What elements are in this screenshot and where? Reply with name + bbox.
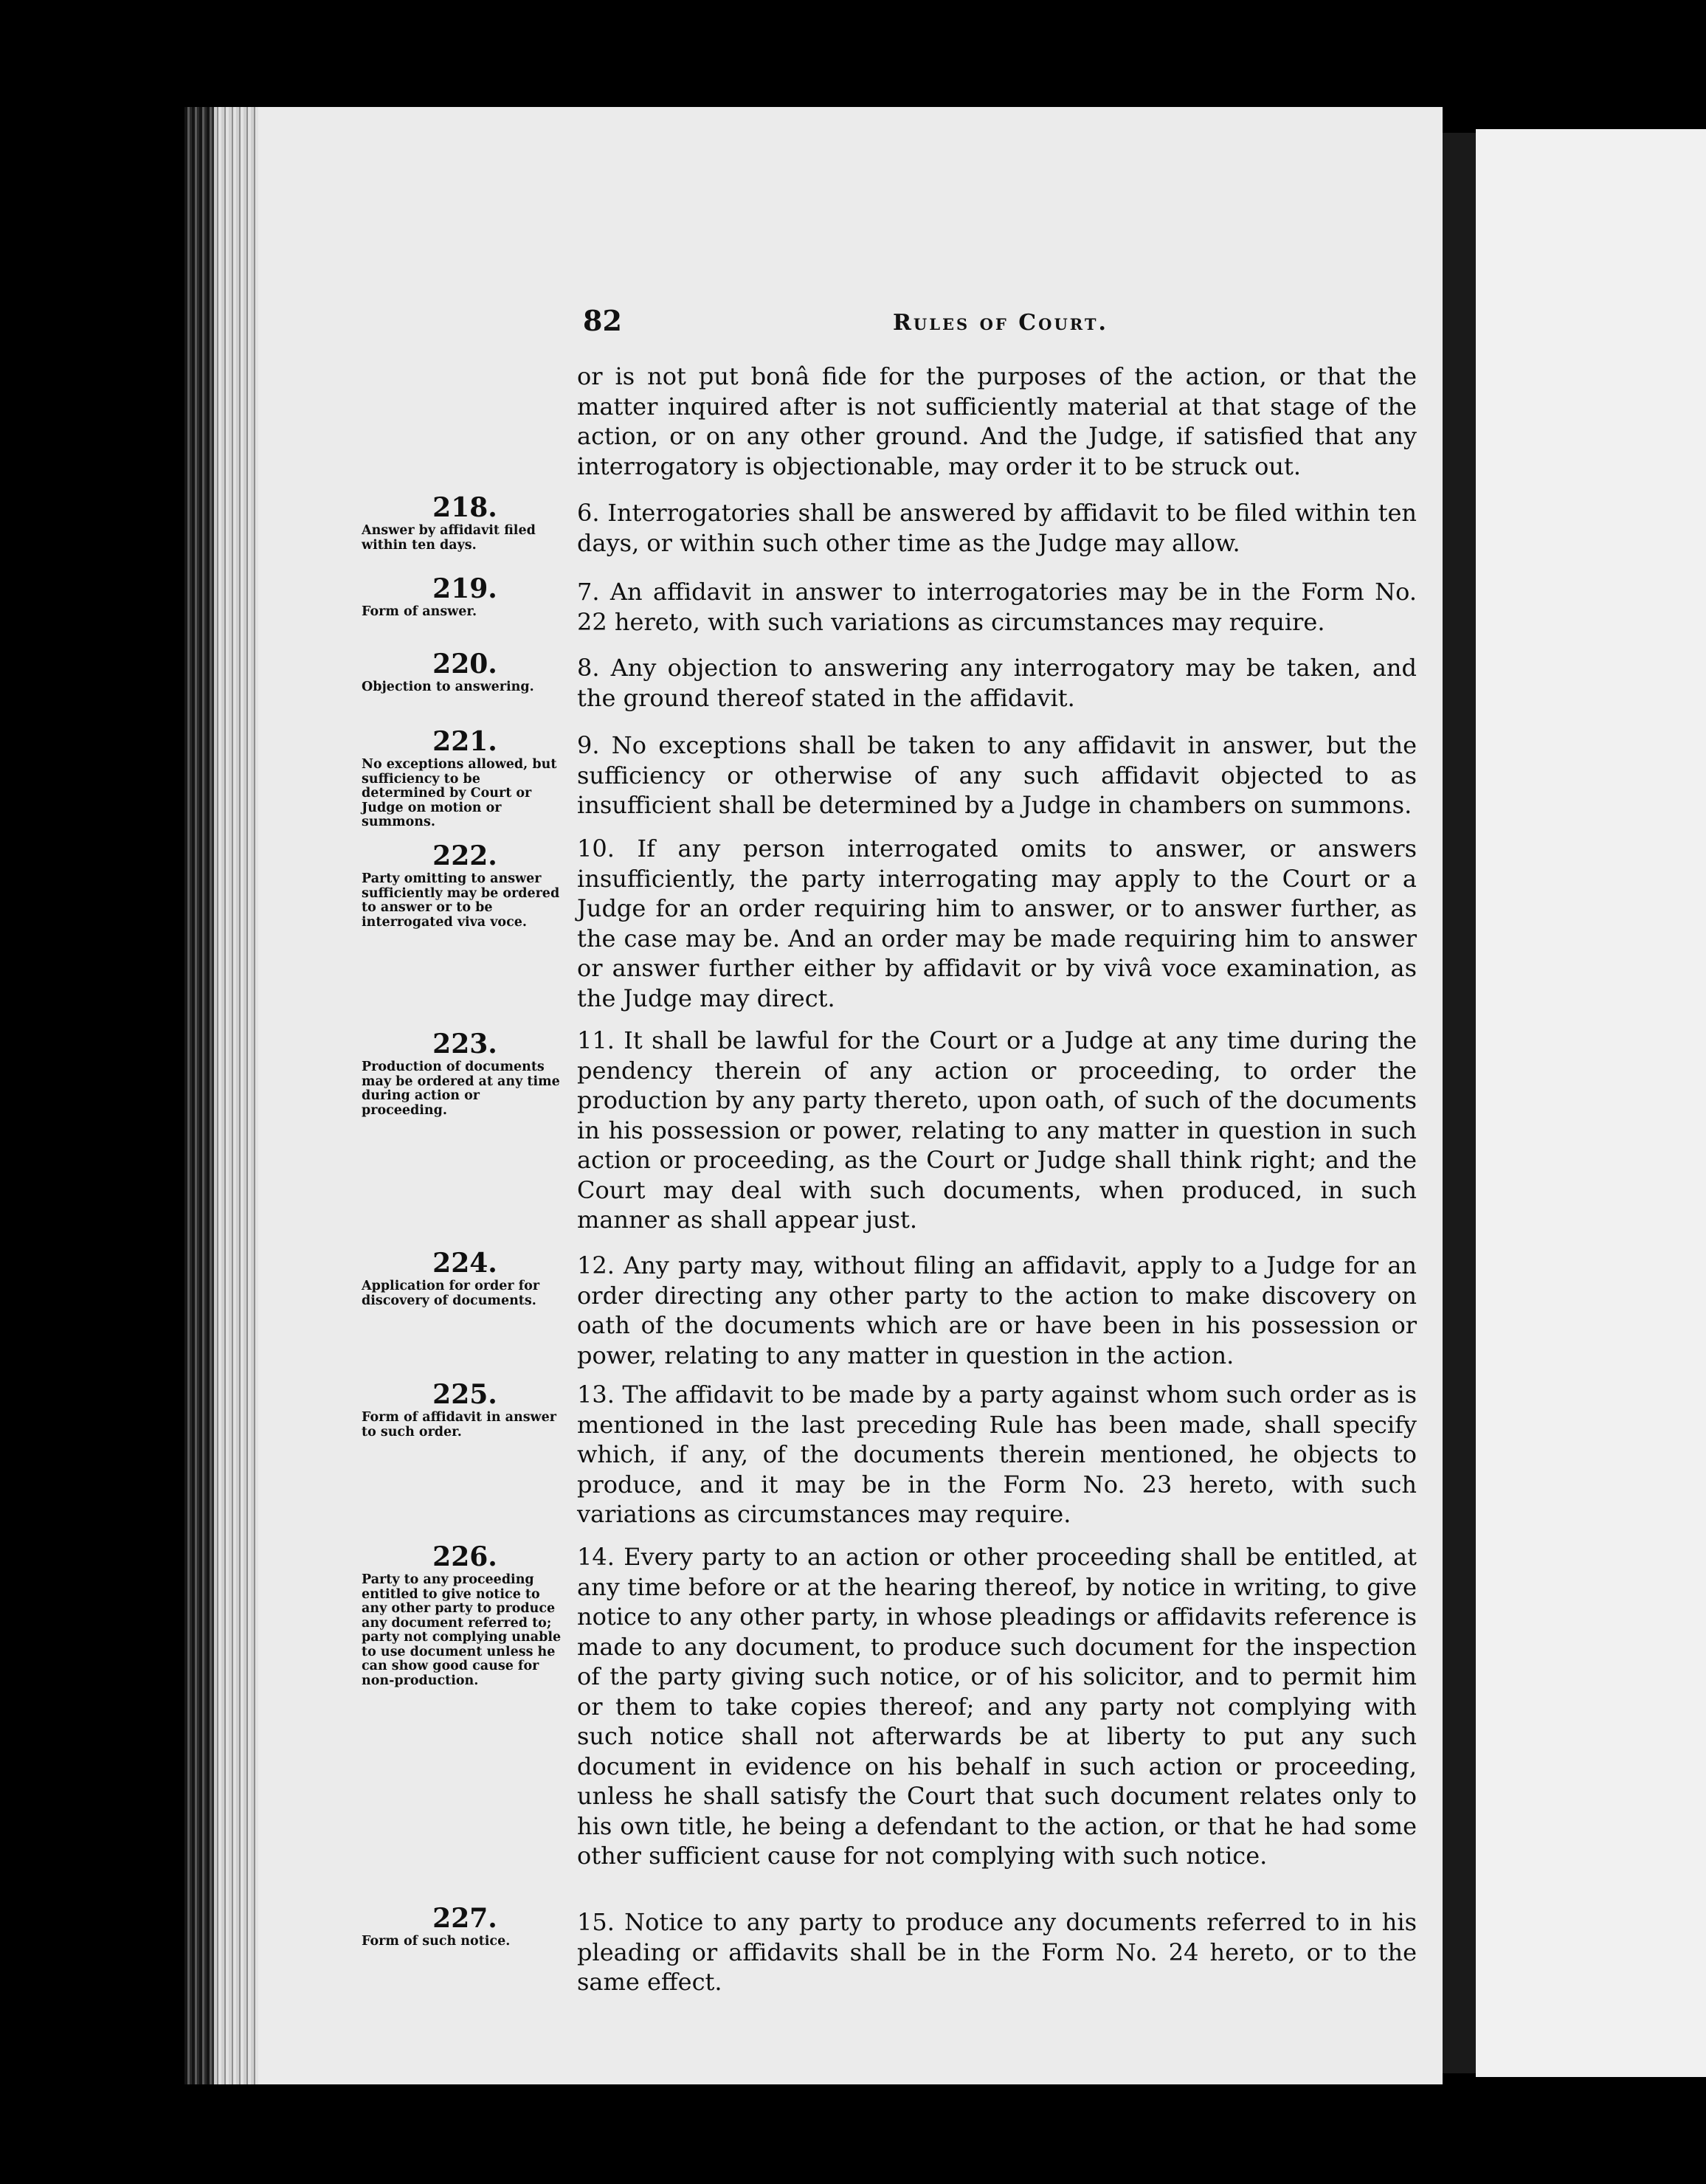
paragraph-rule-11: 11. It shall be lawful for the Court or a Judge at any time during the pendency therein of any action or proceeding, to order the production by any party thereto, upon oath, of such of the documents in his possession or power, relating to any matter in question in such action or proceeding, as the Court or Judge shall think right; and the Court may deal with such documents, when produced, in such manner as shall appear just.: [577, 1026, 1417, 1234]
margin-rule-number: 226.: [432, 1541, 497, 1572]
margin-rule-note: Party to any proceeding entitled to give notice to any other party to produce any document referred to; party not complying unable to use document unless he can show good cause for non-production.: [362, 1572, 562, 1688]
margin-rule-219: [362, 574, 568, 620]
book-edge-dark: [184, 107, 214, 2084]
paragraph-continuation: or is not put bonâ fide for the purposes of the action, or that the matter inquired after is not sufficiently material at that stage of the action, or on any other ground. And the Judge, if satisfied that any interrogatory is objectionable, may order it to be struck out.: [577, 362, 1417, 480]
margin-rule-224: [362, 1248, 568, 1308]
margin-rule-number: 225.: [432, 1379, 497, 1410]
margin-rule-222: [362, 841, 568, 930]
margin-rule-note: Form of affidavit in answer to such order.: [362, 1410, 556, 1440]
margin-rule-note: Form of answer.: [362, 604, 477, 619]
margin-rule-number: 220.: [432, 649, 497, 680]
margin-rule-note: Party omitting to answer sufficiently may be ordered to answer or to be interrogated viva voce.: [362, 871, 560, 930]
margin-rule-number: 219.: [432, 573, 497, 604]
book-page-edges: [214, 107, 258, 2084]
margin-rule-number: 224.: [432, 1248, 497, 1279]
margin-rule-number: 221.: [432, 726, 497, 757]
margin-rule-note: Production of documents may be ordered at any time during action or proceeding.: [362, 1060, 560, 1118]
paragraph-rule-9: 9. No exceptions shall be taken to any affidavit in answer, but the sufficiency or otherwise of any such affidavit objected to as insufficient shall be determined by a Judge in chambers on summons.: [577, 731, 1417, 819]
running-title: Rules of Court.: [893, 310, 1108, 336]
paragraph-rule-14: 14. Every party to an action or other proceeding shall be entitled, at any time before or at the hearing thereof, by notice in writing, to give notice to any other party, in whose pleadings or affidavits reference is made to any document, to produce such document for the inspection of the party giving such notice, or of his solicitor, and to permit him or them to take copies thereof; and any party not complying with such notice shall not afterwards be at liberty to put any such document in evidence on his behalf in such action or proceeding, unless he shall satisfy the Court that such document relates only to his own title, he being a defendant to the action, or that he had some other sufficient cause for not complying with such notice.: [577, 1543, 1417, 1870]
margin-rule-221: [362, 727, 568, 830]
margin-rule-note: Answer by affidavit filed within ten days.: [362, 523, 536, 553]
page-number: 82: [583, 304, 622, 337]
facing-page: [1476, 129, 1706, 2077]
margin-rule-note: No exceptions allowed, but sufficiency to be determined by Court or Judge on motion or summons.: [362, 757, 557, 829]
paragraph-rule-8: 8. Any objection to answering any interrogatory may be taken, and the ground thereof stated in the affidavit.: [577, 654, 1417, 712]
paragraph-rule-7: 7. An affidavit in answer to interrogatories may be in the Form No. 22 hereto, with such variations as circumstances may require.: [577, 578, 1417, 636]
paragraph-rule-6: 6. Interrogatories shall be answered by affidavit to be filed within ten days, or within such other time as the Judge may allow.: [577, 499, 1417, 557]
book-spine: [1443, 133, 1476, 2073]
paragraph-rule-12: 12. Any party may, without filing an affidavit, apply to a Judge for an order directing any other party to the action to make discovery on oath of the documents which are or have been in his possession or power, relating to any matter in question in the action.: [577, 1251, 1417, 1369]
margin-rule-number: 218.: [432, 492, 497, 523]
margin-rule-note: Objection to answering.: [362, 680, 534, 694]
margin-rule-225: [362, 1380, 568, 1440]
margin-rule-number: 222.: [432, 840, 497, 871]
margin-rule-note: Form of such notice.: [362, 1934, 511, 1949]
margin-rule-number: 223.: [432, 1029, 497, 1060]
margin-rule-number: 227.: [432, 1903, 497, 1934]
paragraph-rule-13: 13. The affidavit to be made by a party against whom such order as is mentioned in the last preceding Rule has been made, shall specify which, if any, of the documents therein mentioned, he objects to produce, and it may be in the Form No. 23 hereto, with such variations as circumstances may require.: [577, 1380, 1417, 1528]
paragraph-rule-15: 15. Notice to any party to produce any documents referred to in his pleading or affidavits shall be in the Form No. 24 hereto, or to the same effect.: [577, 1908, 1417, 1996]
margin-rule-226: [362, 1542, 568, 1688]
margin-rule-223: [362, 1029, 568, 1118]
margin-rule-note: Application for order for discovery of documents.: [362, 1279, 540, 1308]
paragraph-rule-10: 10. If any person interrogated omits to answer, or answers insufficiently, the party interrogating may apply to the Court or a Judge for an order requiring him to answer, or to answer further, as the case may be. And an order may be made requiring him to answer or answer further either by affidavit or by vivâ voce examination, as the Judge may direct.: [577, 834, 1417, 1012]
margin-rule-227: [362, 1904, 568, 1949]
margin-rule-218: [362, 493, 568, 553]
running-head: [583, 304, 1409, 341]
margin-rule-220: [362, 649, 568, 695]
